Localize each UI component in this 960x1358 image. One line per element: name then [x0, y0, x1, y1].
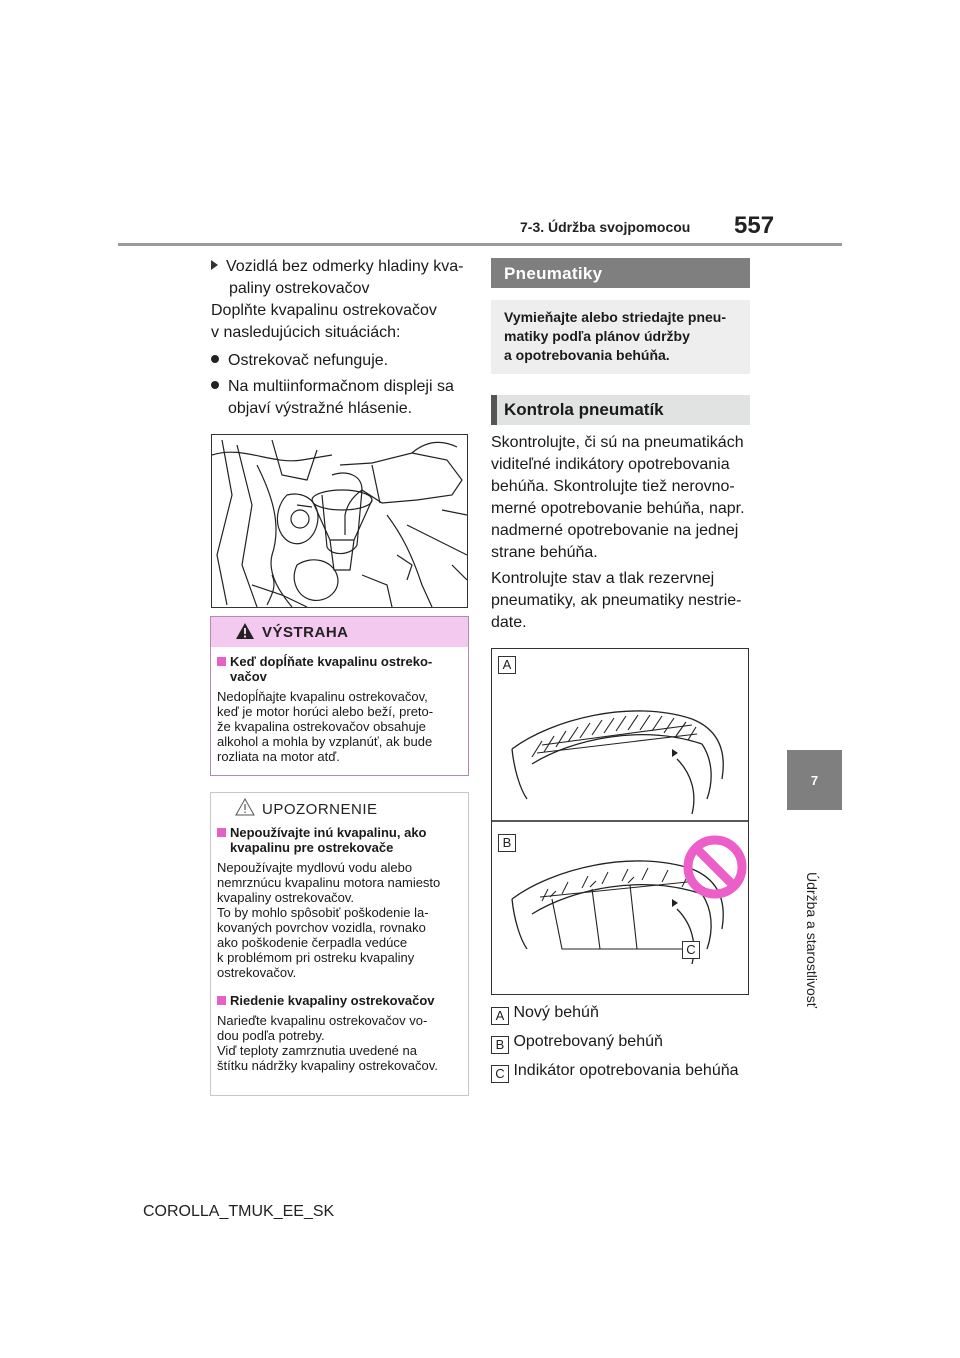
legend-key-b: B: [491, 1036, 509, 1054]
heading-kontrola-text: Kontrola pneumatík: [504, 400, 664, 419]
section-title: 7-3. Údržba svojpomocou: [520, 219, 691, 235]
header-rule: [118, 243, 842, 246]
document-code: COROLLA_TMUK_EE_SK: [143, 1203, 335, 1220]
figure-label-c: C: [682, 941, 700, 959]
warning-title: VÝSTRAHA: [262, 624, 349, 641]
tire-tread-illustration: [491, 648, 749, 995]
summary-text: Vymieňajte alebo striedajte pneu- matiky podľa plánov údržby a opotrebovania behúňa.: [504, 309, 726, 363]
warning-body: Nedopĺňajte kvapalinu ostrekovačov, keď je motor horúci alebo beží, preto- že kvapalina ostrekovačov obsahuje alkohol a mohla by vzplanúť, ak bude rozliata na motor atď.: [217, 689, 434, 764]
legend-text-a: Nový behúň: [513, 1004, 599, 1021]
intro-paragraph: Doplňte kvapalinu ostrekovačov v nasledujúcich situáciách:: [211, 302, 437, 341]
notice-header: [211, 793, 468, 823]
warning-box: [210, 616, 469, 776]
warning-header: [211, 617, 468, 647]
notice-subtitle: Nepoužívajte inú kvapalinu, ako kvapalinu pre ostrekovače: [217, 825, 462, 855]
arrow-item: Vozidlá bez odmerky hladiny kva- paliny ostrekovačov: [211, 256, 463, 300]
notice-body: Narieďte kvapalinu ostrekovačov vo- dou podľa potreby. Viď teploty zamrznutia uvedené na štítku nádržky kvapaliny ostrekovačov.: [217, 1013, 438, 1073]
notice-body: Nepoužívajte mydlovú vodu alebo nemrznúcu kvapalinu motora namiesto kvapaliny ostrekovačov. To by mohlo spôsobiť poškodenie la- kovaných povrchov vozidla, rovnako ako poškodenie čerpadla vedúce k problémom pri ostreku kvapaliny ostrekovačov.: [217, 860, 441, 980]
bullet-icon: [211, 381, 219, 389]
heading-pneumatiky: Pneumatiky: [491, 258, 750, 288]
tire-figure: [492, 649, 749, 995]
washer-fluid-illustration: [211, 434, 468, 608]
notice-box: [210, 792, 469, 1096]
refill-funnel-illustration: [212, 435, 468, 608]
heading-accent-bar: [491, 395, 497, 425]
warning-triangle-icon: [235, 622, 255, 640]
warning-subtitle: Keď dopĺňate kvapalinu ostreko- vačov: [217, 654, 462, 684]
figure-label-a: A: [498, 656, 516, 674]
legend-key-c: C: [491, 1065, 509, 1083]
legend-text-c: Indikátor opotrebovania behúňa: [513, 1062, 739, 1079]
legend-key-a: A: [491, 1007, 509, 1025]
bullet-icon: [211, 355, 219, 363]
legend-item-c: [491, 1060, 739, 1083]
notice-subtitle: Riedenie kvapaliny ostrekovačov: [217, 993, 462, 1008]
caution-triangle-icon: [235, 798, 255, 816]
legend-text-b: Opotrebovaný behúň: [513, 1033, 663, 1050]
square-bullet-icon: [217, 996, 226, 1005]
heading-kontrola: [491, 395, 750, 425]
spare-tire-paragraph: Kontrolujte stav a tlak rezervnej pneumatiky, ak pneumatiky nestrie- date.: [491, 570, 742, 631]
bullet-item: Na multiinformačnom displeji sa objaví výstražné hlásenie.: [211, 376, 454, 420]
figure-label-b: B: [498, 834, 516, 852]
summary-box: [491, 300, 750, 374]
arrow-icon: [211, 260, 218, 270]
tire-check-paragraph: Skontrolujte, či sú na pneumatikách viditeľné indikátory opotrebovania behúňa. Skontrolujte tiež nerovno- merné opotrebovanie behúňa, napr. nadmerné opotrebovanie na jednej strane behúňa.: [491, 434, 745, 561]
notice-title: UPOZORNENIE: [262, 801, 378, 818]
square-bullet-icon: [217, 657, 226, 666]
square-bullet-icon: [217, 828, 226, 837]
bullet-item: Ostrekovač nefunguje.: [211, 350, 388, 372]
page-number: 557: [734, 212, 775, 239]
legend-item-b: [491, 1031, 663, 1054]
chapter-tab: 7: [787, 750, 842, 810]
chapter-title-vertical: Údržba a starostlivosť: [804, 872, 820, 1008]
legend-item-a: [491, 1002, 599, 1025]
